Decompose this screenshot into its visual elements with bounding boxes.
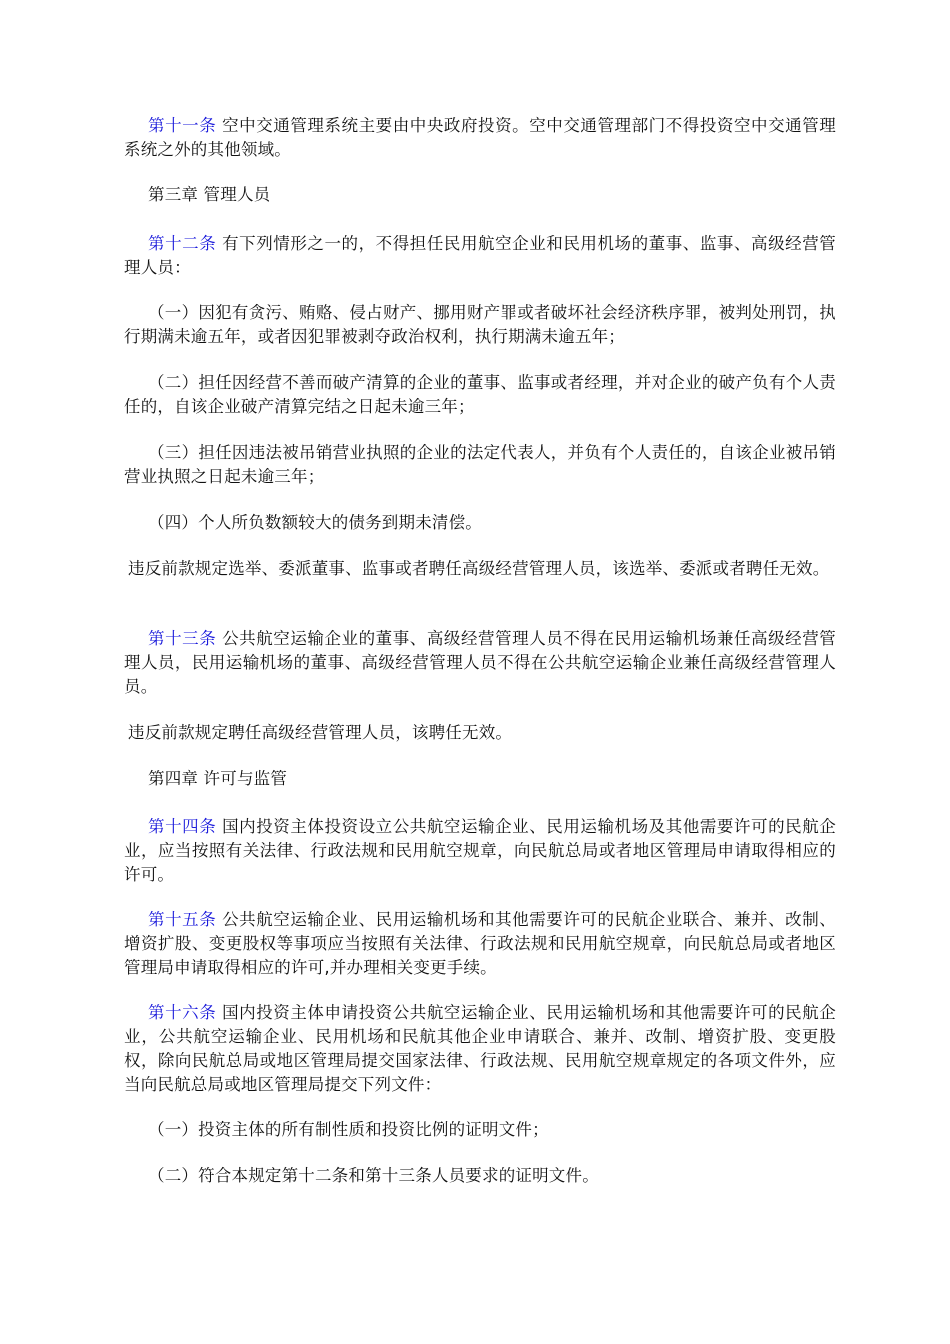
- article-text: 国内投资主体投资设立公共航空运输企业、民用运输机场及其他需要许可的民航企业，应当按照有关法律、行政法规和民用航空规章，向民航总局或者地区管理局申请取得相应的许可。: [124, 817, 836, 884]
- article-number: 第十五条: [148, 910, 217, 929]
- list-item: （二）担任因经营不善而破产清算的企业的董事、监事或者经理，并对企业的破产负有个人责任的，自该企业破产清算完结之日起未逾三年；: [124, 373, 836, 416]
- article-16: [124, 1001, 836, 1097]
- article-15: [124, 908, 836, 980]
- list-item: （二）符合本规定第十二条和第十三条人员要求的证明文件。: [148, 1166, 599, 1185]
- article-13: [124, 627, 836, 699]
- article-12: [124, 232, 836, 280]
- article-text: 公共航空运输企业、民用运输机场和其他需要许可的民航企业联合、兼并、改制、增资扩股、变更股权等事项应当按照有关法律、行政法规和民用航空规章，向民航总局或者地区管理局申请取得相应的许可,并办理相关变更手续。: [124, 910, 836, 977]
- article-text: 公共航空运输企业的董事、高级经营管理人员不得在民用运输机场兼任高级经营管理人员，民用运输机场的董事、高级经营管理人员不得在公共航空运输企业兼任高级经营管理人员。: [124, 629, 836, 696]
- article-number: 第十二条: [148, 234, 217, 253]
- plain-paragraph: 违反前款规定聘任高级经营管理人员，该聘任无效。: [128, 723, 513, 742]
- chapter-heading: 第四章 许可与监管: [148, 769, 288, 788]
- article-text: 空中交通管理系统主要由中央政府投资。空中交通管理部门不得投资空中交通管理系统之外的其他领域。: [124, 116, 836, 159]
- article-number: 第十六条: [148, 1003, 217, 1022]
- list-item: （一）投资主体的所有制性质和投资比例的证明文件；: [148, 1120, 549, 1139]
- article-number: 第十三条: [148, 629, 217, 648]
- list-item: （一）因犯有贪污、贿赂、侵占财产、挪用财产罪或者破坏社会经济秩序罪，被判处刑罚，执行期满未逾五年，或者因犯罪被剥夺政治权利，执行期满未逾五年；: [124, 303, 836, 346]
- chapter-heading: 第三章 管理人员: [148, 185, 271, 204]
- list-item: （四）个人所负数额较大的债务到期未清偿。: [148, 513, 482, 532]
- article-11: [124, 114, 836, 162]
- list-item: （三）担任因违法被吊销营业执照的企业的法定代表人，并负有个人责任的，自该企业被吊销营业执照之日起未逾三年；: [124, 443, 836, 486]
- article-14: [124, 815, 836, 887]
- article-text: 国内投资主体申请投资公共航空运输企业、民用运输机场和其他需要许可的民航企业，公共航空运输企业、民用机场和民航其他企业申请联合、兼并、改制、增资扩股、变更股权，除向民航总局或地区管理局提交国家法律、行政法规、民用航空规章规定的各项文件外，应当向民航总局或地区管理局提交下列文件：: [124, 1003, 836, 1094]
- plain-paragraph: 违反前款规定选举、委派董事、监事或者聘任高级经营管理人员，该选举、委派或者聘任无效。: [128, 559, 830, 578]
- article-number: 第十一条: [148, 116, 217, 135]
- article-text: 有下列情形之一的，不得担任民用航空企业和民用机场的董事、监事、高级经营管理人员：: [124, 234, 836, 277]
- article-number: 第十四条: [148, 817, 217, 836]
